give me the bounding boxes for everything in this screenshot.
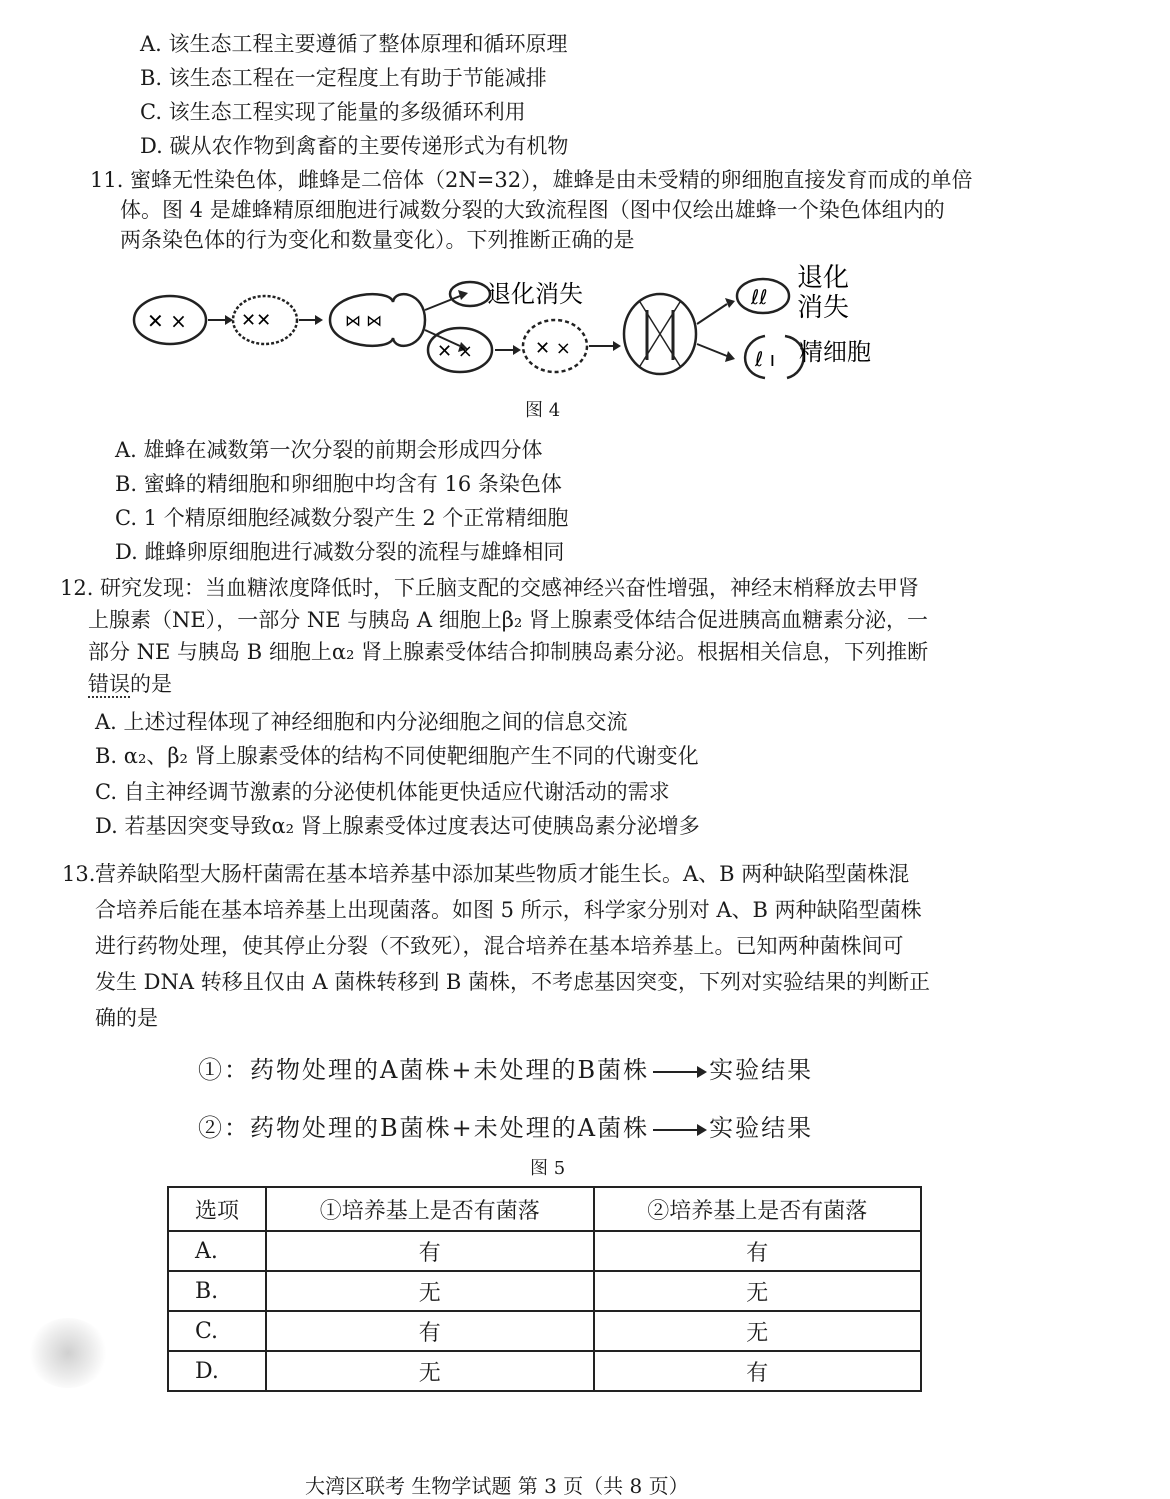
q12-stem-line3: 部分 NE 与胰岛 B 细胞上α₂ 肾上腺素受体结合抑制胰岛素分泌。根据相关信息，下列推断 — [88, 640, 929, 664]
figure-4-caption: 图 4 — [525, 400, 561, 421]
arrow-right-icon — [653, 1071, 705, 1073]
svg-text:✕ ×: ✕ × — [535, 338, 571, 359]
formula-1-right: 实验结果 — [709, 1056, 814, 1084]
table-cell-option: A. — [168, 1231, 266, 1271]
table-header-row — [168, 1187, 921, 1231]
q12-emphasis-wrong: 错误 — [88, 672, 130, 696]
formula-2-left: ②：药物处理的B菌株+未处理的A菌株 — [198, 1114, 650, 1142]
q11-stem-line2: 体。图 4 是雄蜂精原细胞进行减数分裂的大致流程图（图中仅绘出雄蜂一个染色体组内的 — [120, 198, 945, 222]
table-row — [168, 1231, 921, 1271]
q13-results-table — [167, 1186, 922, 1392]
svg-text:ℓ ı: ℓ ı — [755, 347, 776, 371]
q13-stem-line2: 合培养后能在基本培养基上出现菌落。如图 5 所示，科学家分别对 A、B 两种缺陷型菌株 — [95, 898, 922, 922]
q11-option-b: B. 蜜蜂的精细胞和卵细胞中均含有 16 条染色体 — [115, 472, 562, 496]
q12-option-b: B. α₂、β₂ 肾上腺素受体的结构不同使靶细胞产生不同的代谢变化 — [95, 744, 699, 768]
formula-2-right: 实验结果 — [709, 1114, 814, 1142]
q10-option-b: B. 该生态工程在一定程度上有助于节能减排 — [140, 66, 547, 90]
q13-stem-line4: 发生 DNA 转移且仅由 A 菌株转移到 B 菌株，不考虑基因突变，下列对实验结果的判断正 — [95, 970, 931, 994]
q10-option-c: C. 该生态工程实现了能量的多级循环利用 — [140, 100, 526, 124]
table-cell-option: C. — [168, 1311, 266, 1351]
page-footer: 大湾区联考 生物学试题 第 3 页（共 8 页） — [305, 1474, 689, 1498]
q13-stem-line5: 确的是 — [95, 1006, 158, 1030]
svg-text:✕ ×: ✕ × — [437, 341, 473, 362]
scan-smudge — [28, 1318, 108, 1388]
table-header-col1: ①培养基上是否有菌落 — [266, 1187, 594, 1231]
table-cell-col2: 有 — [594, 1231, 922, 1271]
arrow-right-icon — [653, 1129, 705, 1131]
table-cell-col1: 有 — [266, 1231, 594, 1271]
q12-stem-line1: 研究发现：当血糖浓度降低时，下丘脑支配的交感神经兴奋性增强，神经末梢释放去甲肾 — [100, 576, 919, 600]
q13-stem-line1: 营养缺陷型大肠杆菌需在基本培养基中添加某些物质才能生长。A、B 两种缺陷型菌株混 — [95, 862, 910, 886]
q12-stem-tail: 的是 — [130, 672, 172, 696]
q11-number: 11. — [90, 168, 124, 192]
q13-formula-2 — [198, 1108, 813, 1143]
q12-stem-line2: 上腺素（NE），一部分 NE 与胰岛 A 细胞上β₂ 肾上腺素受体结合促进胰高血糖素分泌，一 — [88, 608, 929, 632]
formula-1-left: ①：药物处理的A菌株+未处理的B菌株 — [198, 1056, 650, 1084]
q12-number: 12. — [60, 576, 94, 600]
q10-option-d: D. 碳从农作物到禽畜的主要传递形式为有机物 — [140, 134, 569, 158]
q11-option-d: D. 雌蜂卵原细胞进行减数分裂的流程与雄蜂相同 — [115, 540, 565, 564]
label-sperm: 精细胞 — [799, 338, 871, 366]
q13-number: 13. — [62, 862, 96, 886]
q12-stem-line4 — [88, 670, 172, 698]
q11-stem-line1: 蜜蜂无性染色体，雌蜂是二倍体（2N=32），雄蜂是由未受精的卵细胞直接发育而成的单倍 — [130, 168, 973, 192]
figure-5-caption: 图 5 — [530, 1158, 566, 1179]
table-row — [168, 1271, 921, 1311]
table-cell-option: B. — [168, 1271, 266, 1311]
svg-text:✕ ×: ✕ × — [147, 309, 187, 333]
table-row — [168, 1311, 921, 1351]
table-header-col2: ②培养基上是否有菌落 — [594, 1187, 922, 1231]
table-header-option: 选项 — [168, 1187, 266, 1231]
q10-option-a: A. 该生态工程主要遵循了整体原理和循环原理 — [140, 32, 568, 56]
table-cell-col2: 无 — [594, 1311, 922, 1351]
table-row — [168, 1351, 921, 1391]
q13-formula-1 — [198, 1050, 813, 1085]
table-cell-col1: 无 — [266, 1271, 594, 1311]
table-cell-col1: 无 — [266, 1351, 594, 1391]
label-degenerate-1: 退化消失 — [487, 280, 583, 308]
svg-text:✕✕: ✕✕ — [241, 310, 272, 331]
label-degenerate-2-line1: 退化 — [797, 263, 850, 293]
q11-stem-line3: 两条染色体的行为变化和数量变化）。下列推断正确的是 — [120, 228, 635, 252]
label-degenerate-2-line2: 消失 — [797, 293, 850, 323]
table-cell-col1: 有 — [266, 1311, 594, 1351]
q11-option-c: C. 1 个精原细胞经减数分裂产生 2 个正常精细胞 — [115, 506, 569, 530]
svg-text:⋈ ⋈: ⋈ ⋈ — [345, 311, 383, 330]
q12-option-a: A. 上述过程体现了神经细胞和内分泌细胞之间的信息交流 — [95, 710, 628, 734]
q11-option-a: A. 雄蜂在减数第一次分裂的前期会形成四分体 — [115, 438, 543, 462]
q13-stem-line3: 进行药物处理，使其停止分裂（不致死），混合培养在基本培养基上。已知两种菌株间可 — [95, 934, 904, 958]
figure-4-meiosis-diagram — [125, 262, 915, 392]
svg-text:ℓℓ: ℓℓ — [751, 285, 768, 309]
table-cell-col2: 无 — [594, 1271, 922, 1311]
q12-option-d: D. 若基因突变导致α₂ 肾上腺素受体过度表达可使胰岛素分泌增多 — [95, 814, 700, 838]
q12-option-c: C. 自主神经调节激素的分泌使机体能更快适应代谢活动的需求 — [95, 780, 670, 804]
table-cell-col2: 有 — [594, 1351, 922, 1391]
table-cell-option: D. — [168, 1351, 266, 1391]
